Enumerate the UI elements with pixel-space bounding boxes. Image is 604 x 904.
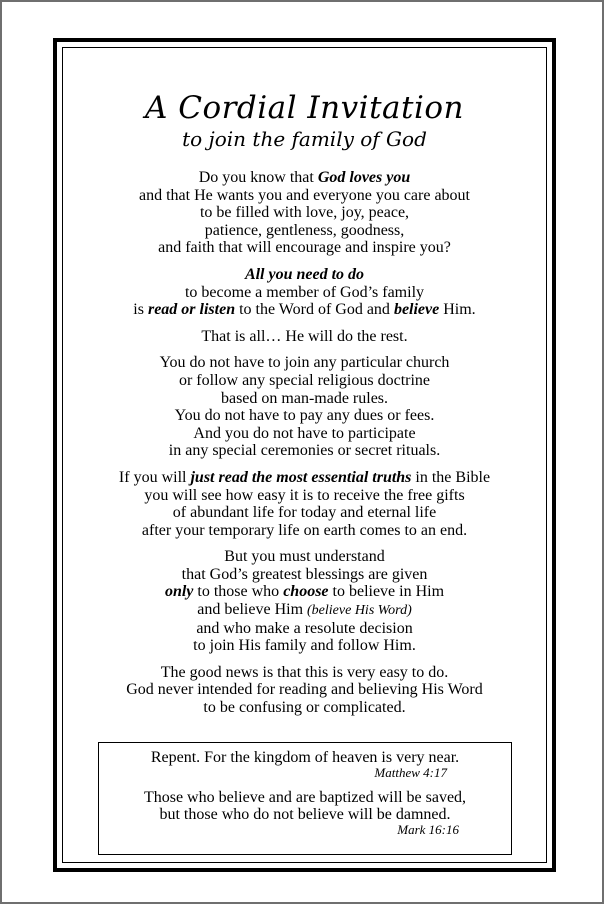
text-line: that God’s greatest blessings are given: [181, 565, 428, 583]
text-line: based on man-made rules.: [220, 389, 389, 407]
quote-text: Those who believe and are baptized will be saved,: [143, 789, 467, 806]
text-line: you will see how easy it is to receive the free gifts: [144, 486, 465, 504]
text-line: The good news is that this is very easy to do.: [160, 663, 449, 681]
emphasis-text: believe: [393, 301, 440, 319]
text-line: [63, 583, 546, 601]
text-line: and who make a resolute decision: [196, 619, 413, 637]
card-inner-border: [62, 47, 547, 863]
quote-text: Repent. For the kingdom of heaven is very near.: [150, 749, 460, 766]
text-line: patience, gentleness, goodness,: [204, 221, 405, 239]
text-line: That is all… He will do the rest.: [201, 327, 408, 345]
text-line: to become a member of God’s family: [184, 283, 425, 301]
text-line: and faith that will encourage and inspire you?: [158, 239, 451, 257]
page-title: A Cordial Invitation: [144, 90, 465, 126]
text-line: You do not have to join any particular church: [159, 354, 450, 372]
card-border: [53, 38, 556, 872]
text-line: You do not have to pay any dues or fees.: [174, 407, 435, 425]
text-run: Do you know that: [198, 169, 318, 186]
text-run: is: [133, 301, 148, 319]
scripture-quote-box: [98, 742, 512, 855]
text-run: in the Bible: [411, 468, 491, 486]
paragraph-that-is-all: [63, 328, 546, 346]
emphasis-text: just read the most essential truths: [190, 468, 412, 486]
page-subtitle: to join the family of God: [182, 127, 427, 151]
text-run: to those who: [193, 583, 284, 601]
paragraph-no-church: [63, 354, 546, 460]
text-line: of abundant life for today and eternal life: [172, 504, 437, 522]
text-line: [63, 301, 546, 319]
paragraph-all-you-need: [63, 266, 546, 319]
text-line: [63, 266, 546, 284]
text-line: to join His family and follow Him.: [193, 637, 416, 655]
text-line: But you must understand: [224, 548, 385, 566]
text-line: to be filled with love, joy, peace,: [199, 204, 410, 222]
italic-text: (believe His Word): [307, 603, 412, 619]
invitation-text: [63, 90, 546, 717]
text-line: or follow any special religious doctrine: [178, 371, 431, 389]
text-run: and believe Him: [197, 601, 308, 619]
emphasis-text: God loves you: [317, 169, 411, 186]
text-run: to the Word of God and: [235, 301, 394, 319]
paragraph-must-understand: [63, 548, 546, 655]
paragraph-good-news: [63, 664, 546, 717]
text-run: Him.: [439, 301, 476, 319]
text-line: [63, 169, 546, 187]
emphasis-text: choose: [283, 583, 329, 601]
emphasis-text: read or listen: [147, 301, 236, 319]
text-line: and that He wants you and everyone you care about: [139, 186, 470, 204]
quote-text: but those who do not believe will be damned.: [159, 806, 451, 823]
text-line: God never intended for reading and believing His Word: [126, 681, 483, 699]
quote-reference: Matthew 4:17: [374, 765, 447, 780]
text-run: If you will: [118, 468, 191, 486]
paragraph-read-bible: [63, 469, 546, 539]
text-line: in any special ceremonies or secret rituals.: [168, 442, 441, 460]
text-line: [63, 469, 546, 487]
text-line: [63, 601, 546, 620]
paragraph-god-loves-you: [63, 169, 546, 257]
text-run: to believe in Him: [328, 583, 445, 601]
text-line: And you do not have to participate: [193, 424, 416, 442]
text-line: after your temporary life on earth comes to an end.: [141, 521, 468, 539]
emphasis-text: All you need to do: [244, 265, 365, 283]
text-line: to be confusing or complicated.: [203, 699, 406, 717]
quote-reference: Mark 16:16: [397, 822, 459, 837]
emphasis-text: only: [164, 583, 194, 601]
